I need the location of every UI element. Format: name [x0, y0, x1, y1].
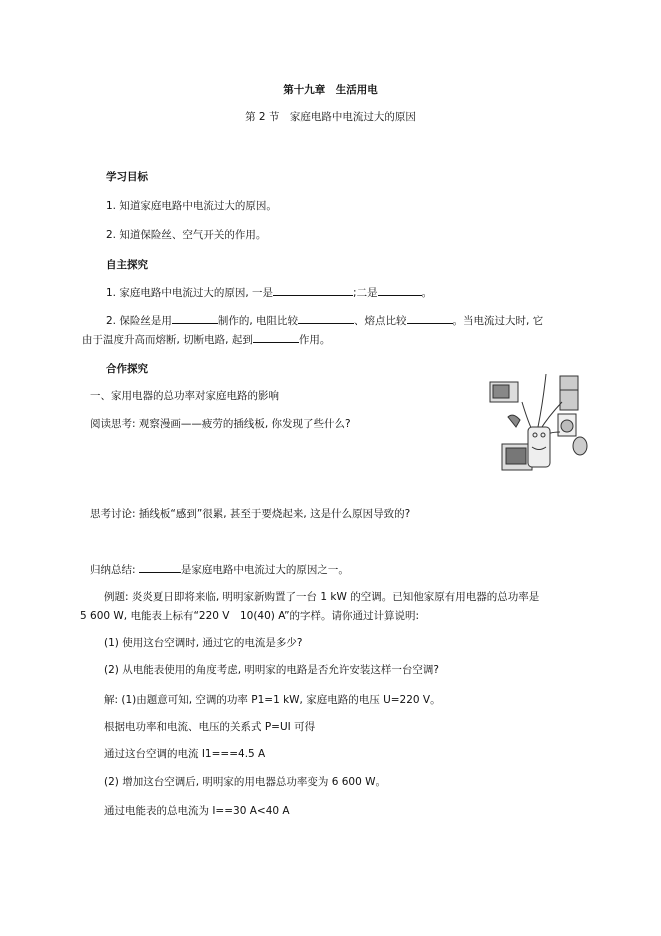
answer-blank[interactable]	[273, 285, 353, 296]
answer-blank[interactable]	[407, 313, 453, 324]
text: 是家庭电路中电流过大的原因之一。	[180, 564, 349, 576]
answer-blank[interactable]	[298, 313, 354, 324]
section-title: 第 2 节 家庭电路中电流过大的原因	[245, 111, 416, 123]
question-1	[106, 285, 432, 300]
question-2	[106, 313, 543, 328]
goal-item: 1. 知道家庭电路中电流过大的原因。	[106, 200, 277, 212]
example-question: (2) 从电能表使用的角度考虑, 明明家的电路是否允许安装这样一台空调?	[104, 664, 439, 676]
text: 2. 保险丝是用	[106, 315, 172, 327]
text: 。	[421, 287, 433, 299]
part1-title: 一、家用电器的总功率对家庭电路的影响	[90, 390, 279, 402]
read-think: 阅读思考: 观察漫画——疲劳的插线板, 你发现了些什么?	[90, 418, 351, 430]
text: 由于温度升高而熔断, 切断电路, 起到	[82, 334, 253, 346]
question-2-cont	[82, 332, 330, 347]
example-line: 5 600 W, 电能表上标有“220 V 10(40) A”的字样。请你通过计算说明:	[80, 610, 420, 622]
solution-line: 通过电能表的总电流为 I==30 A<40 A	[104, 805, 290, 817]
answer-blank[interactable]	[172, 313, 218, 324]
self-study-heading: 自主探究	[106, 259, 148, 271]
tired-power-strip-cartoon	[488, 372, 593, 482]
text: 归纳总结:	[90, 564, 139, 576]
solution-line: (2) 增加这台空调后, 明明家的用电器总功率变为 6 600 W。	[104, 776, 387, 788]
text: 1. 家庭电路中电流过大的原因, 一是	[106, 287, 274, 299]
text: 。当电流过大时, 它	[452, 315, 544, 327]
solution-line: 通过这台空调的电流 I1===4.5 A	[104, 748, 266, 760]
example-line: 例题: 炎炎夏日即将来临, 明明家新购置了一台 1 kW 的空调。已知他家原有用电器的总功率是	[104, 591, 540, 603]
text: 、熔点比较	[354, 315, 407, 327]
text: 制作的, 电阻比较	[217, 315, 299, 327]
answer-blank[interactable]	[139, 562, 181, 573]
discussion: 思考讨论: 插线板“感到”很累, 甚至于要烧起来, 这是什么原因导致的?	[90, 508, 411, 520]
coop-heading: 合作探究	[106, 363, 148, 375]
example-question: (1) 使用这台空调时, 通过它的电流是多少?	[104, 637, 303, 649]
text: 作用。	[298, 334, 331, 346]
answer-blank[interactable]	[253, 332, 299, 343]
chapter-title: 第十九章 生活用电	[283, 84, 378, 96]
answer-blank[interactable]	[378, 285, 422, 296]
text: ;二是	[353, 287, 378, 299]
goals-heading: 学习目标	[106, 171, 148, 183]
goal-item: 2. 知道保险丝、空气开关的作用。	[106, 229, 267, 241]
summary	[90, 562, 349, 577]
solution-line: 根据电功率和电流、电压的关系式 P=UI 可得	[104, 721, 316, 733]
solution-line: 解: (1)由题意可知, 空调的功率 P1=1 kW, 家庭电路的电压 U=220 V。	[104, 694, 441, 706]
